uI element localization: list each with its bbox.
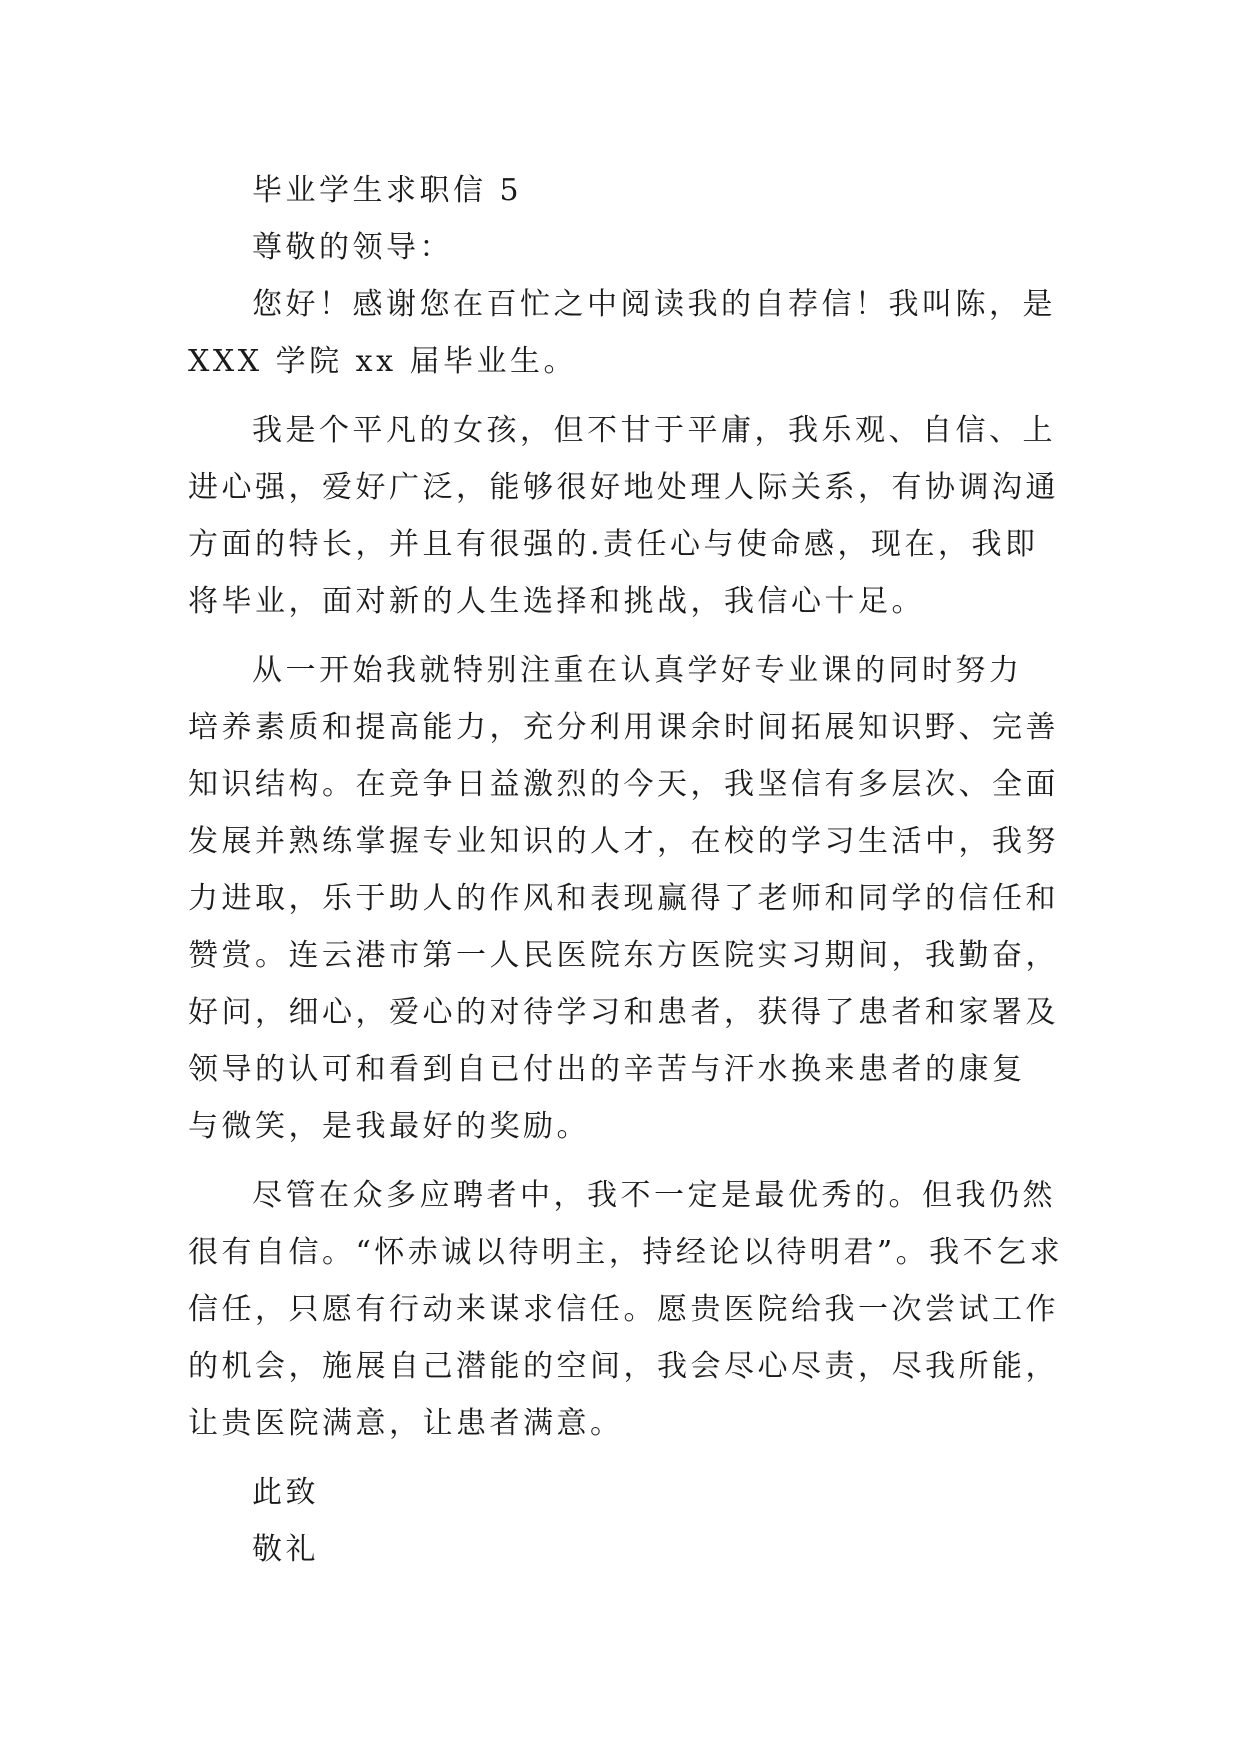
paragraph-line: 尽管在众多应聘者中，我不一定是最优秀的。但我仍然: [252, 1178, 1056, 1213]
paragraph-line: 很有自信。“怀赤诚以待明主，持经论以待明君”。我不乞求: [188, 1235, 1064, 1270]
letter-salutation: 尊敬的领导：: [252, 230, 453, 265]
paragraph-2: [188, 402, 1059, 630]
paragraph-line: 好问，细心，爱心的对待学习和患者，获得了患者和家署及: [188, 995, 1059, 1030]
paragraph-line: 培养素质和提高能力，充分利用课余时间拓展知识野、完善: [188, 710, 1059, 745]
paragraph-line: 您好！感谢您在百忙之中阅读我的自荐信！我叫陈，是: [252, 287, 1056, 322]
paragraph-line: 与微笑，是我最好的奖励。: [188, 1109, 590, 1144]
paragraph-line: 方面的特长，并且有很强的.责任心与使命感，现在，我即: [188, 527, 1039, 562]
letter-title: 毕业学生求职信 5: [252, 173, 523, 208]
paragraph-line: 的机会，施展自己潜能的空间，我会尽心尽责，尽我所能，: [188, 1349, 1059, 1384]
paragraph-line: 信任，只愿有行动来谋求信任。愿贵医院给我一次尝试工作: [188, 1292, 1059, 1327]
paragraph-line: 领导的认可和看到自已付出的辛苦与汗水换来患者的康复: [188, 1052, 1026, 1087]
letter-regards: 敬礼: [252, 1532, 319, 1567]
paragraph-line: 我是个平凡的女孩，但不甘于平庸，我乐观、自信、上: [252, 413, 1056, 448]
letter-body: [188, 162, 1064, 1578]
letter-closing: 此致: [252, 1475, 319, 1510]
paragraph-1: [188, 276, 1054, 390]
paragraph-line: 力进取，乐于助人的作风和表现赢得了老师和同学的信任和: [188, 881, 1059, 916]
paragraph-4: [188, 1167, 1064, 1452]
paragraph-line: 从一开始我就特别注重在认真学好专业课的同时努力: [252, 653, 1023, 688]
paragraph-line: XXX 学院 xx 届毕业生。: [188, 344, 578, 379]
paragraph-line: 知识结构。在竞争日益激烈的今天，我坚信有多层次、全面: [188, 767, 1059, 802]
paragraph-line: 赞赏。连云港市第一人民医院东方医院实习期间，我勤奋，: [188, 938, 1059, 973]
paragraph-line: 进心强，爱好广泛，能够很好地处理人际关系，有协调沟通: [188, 470, 1059, 505]
paragraph-line: 让贵医院满意，让患者满意。: [188, 1406, 624, 1441]
paragraph-line: 发展并熟练掌握专业知识的人才，在校的学习生活中，我努: [188, 824, 1059, 859]
paragraph-3: [188, 642, 1059, 1155]
paragraph-line: 将毕业，面对新的人生选择和挑战，我信心十足。: [188, 584, 925, 619]
